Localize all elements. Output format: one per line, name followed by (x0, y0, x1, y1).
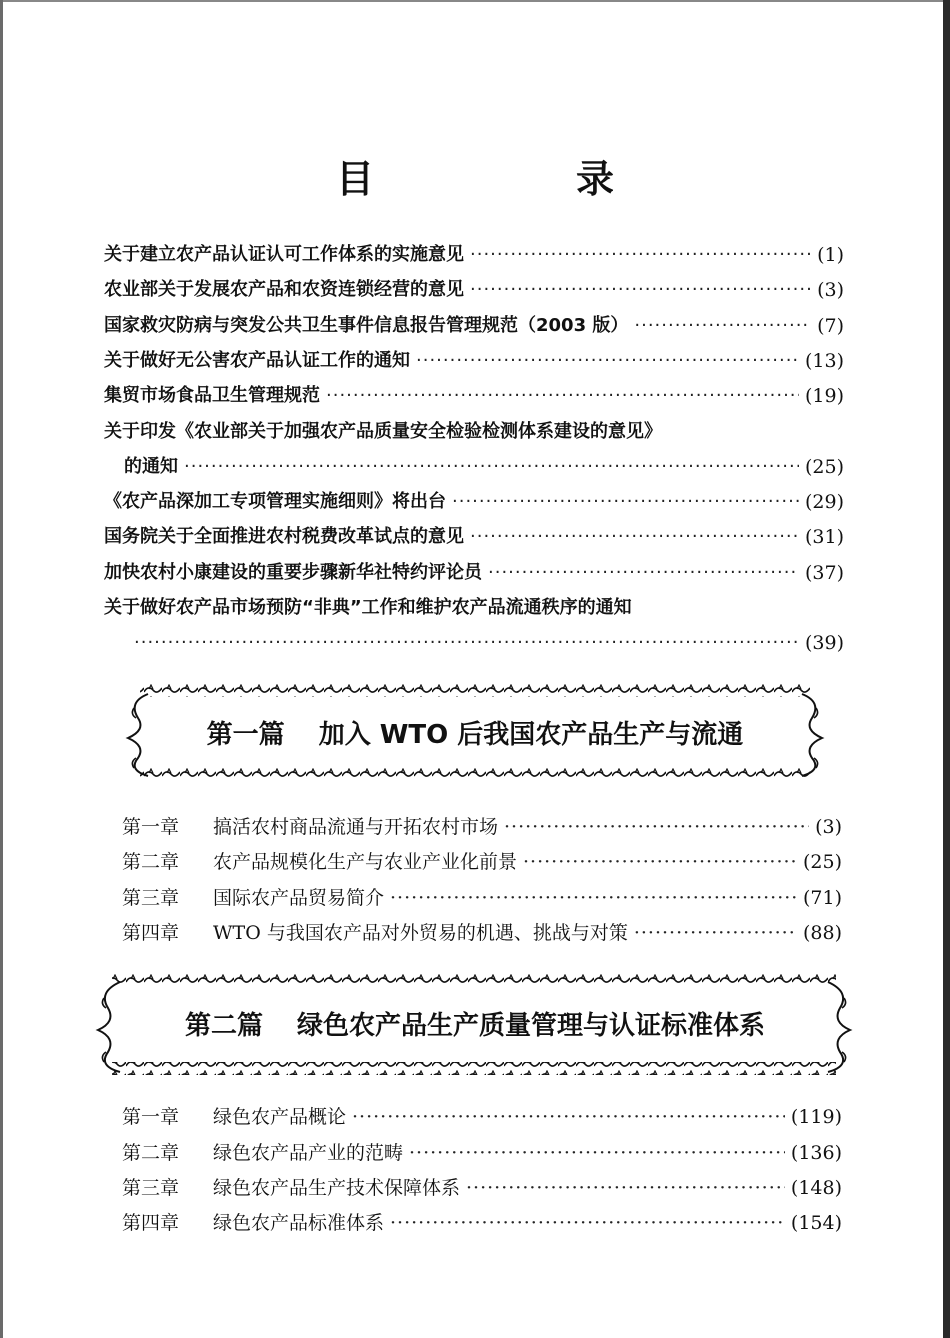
chapter-number: 第三章 (122, 887, 180, 909)
toc-entry-title: 农业部关于发展农产品和农资连锁经营的意见 (104, 279, 464, 300)
chapter-entry[interactable] (122, 1208, 842, 1238)
leader-dots (466, 1173, 785, 1203)
toc-entry[interactable] (104, 522, 844, 552)
chapter-title: 农产品规模化生产与农业产业化前景 (213, 851, 518, 873)
chapter-number: 第四章 (122, 1212, 180, 1234)
toc-entry-title-continued: 的通知 (124, 456, 178, 477)
part-title: 绿色农产品生产质量管理与认证标准体系 (297, 1011, 766, 1041)
chapter-title: 绿色农产品标准体系 (213, 1212, 385, 1234)
toc-entry-title: 国家救灾防病与突发公共卫生事件信息报告管理规范（2003 版） (104, 315, 629, 336)
toc-entry-continuation[interactable] (134, 628, 844, 658)
chapter-page: (25) (802, 851, 842, 873)
chapter-page: (88) (802, 922, 842, 944)
chapter-entry[interactable] (122, 1102, 842, 1132)
chapter-page: (148) (790, 1177, 842, 1199)
toc-entry-continuation[interactable] (124, 452, 844, 482)
chapter-title: 搞活农村商品流通与开拓农村市场 (213, 816, 499, 838)
chapter-title: 绿色农产品概论 (213, 1106, 347, 1128)
leader-dots (488, 558, 799, 588)
toc-entry-multiline[interactable] (104, 593, 844, 623)
leader-dots (470, 522, 799, 552)
scan-edge-top (0, 0, 950, 2)
leader-dots (184, 452, 799, 482)
chapter-entry[interactable] (122, 1173, 842, 1203)
toc-entry[interactable] (104, 275, 844, 305)
chapter-page: (136) (790, 1142, 842, 1164)
leader-dots (523, 847, 797, 877)
toc-entry[interactable] (104, 381, 844, 411)
leader-dots (470, 275, 811, 305)
toc-entry-title: 关于建立农产品认证认可工作体系的实施意见 (104, 244, 464, 265)
leader-dots (504, 812, 809, 842)
chapter-page: (71) (802, 887, 842, 909)
chapter-entry[interactable] (122, 1138, 842, 1168)
leader-dots (634, 311, 811, 341)
toc-entry-title: 关于印发《农业部关于加强农产品质量安全检验检测体系建设的意见》 (104, 421, 662, 442)
leader-dots (390, 1208, 785, 1238)
toc-entry[interactable] (104, 240, 844, 270)
part-banner (0, 962, 950, 1086)
chapter-page: (154) (790, 1212, 842, 1234)
chapter-title: WTO 与我国农产品对外贸易的机遇、挑战与对策 (213, 922, 628, 944)
toc-entry-page: (1) (817, 244, 844, 266)
chapter-title: 绿色农产品产业的范畴 (213, 1142, 404, 1164)
toc-entry-page: (29) (804, 491, 844, 513)
toc-entry-page: (3) (817, 279, 844, 301)
chapter-page: (119) (790, 1106, 842, 1128)
leader-dots (416, 346, 799, 376)
leader-dots (326, 381, 799, 411)
toc-entry[interactable] (104, 311, 844, 341)
leader-dots (452, 487, 799, 517)
chapter-number: 第二章 (122, 1142, 180, 1164)
part-heading (0, 717, 950, 753)
toc-entry[interactable] (104, 558, 844, 588)
chapter-number: 第三章 (122, 1177, 180, 1199)
leader-dots (470, 240, 811, 270)
chapter-title: 国际农产品贸易简介 (213, 887, 385, 909)
toc-entry-page: (37) (804, 562, 844, 584)
page-title: 目 录 (335, 157, 696, 201)
toc-entry-title: 国务院关于全面推进农村税费改革试点的意见 (104, 526, 464, 547)
part-banner (0, 672, 950, 792)
chapter-page: (3) (815, 816, 842, 838)
toc-entry-title: 加快农村小康建设的重要步骤新华社特约评论员 (104, 562, 482, 583)
toc-entry[interactable] (104, 346, 844, 376)
part-title: 加入 WTO 后我国农产品生产与流通 (318, 720, 744, 750)
part-heading (0, 1008, 950, 1044)
toc-entry-page: (13) (804, 350, 844, 372)
chapter-number: 第一章 (122, 816, 180, 838)
toc-entry[interactable] (104, 487, 844, 517)
part-label: 第一篇 (206, 720, 285, 750)
leader-dots (634, 918, 797, 948)
chapter-number: 第一章 (122, 1106, 180, 1128)
leader-dots (134, 628, 799, 658)
chapter-number: 第四章 (122, 922, 180, 944)
toc-entry-page: (39) (804, 632, 844, 654)
chapter-entry[interactable] (122, 847, 842, 877)
chapter-title: 绿色农产品生产技术保障体系 (213, 1177, 461, 1199)
leader-dots (352, 1102, 785, 1132)
toc-entry-title: 《农产品深加工专项管理实施细则》将出台 (104, 491, 446, 512)
chapter-number: 第二章 (122, 851, 180, 873)
toc-entry-page: (19) (804, 385, 844, 407)
leader-dots (409, 1138, 785, 1168)
toc-entry-title: 集贸市场食品卫生管理规范 (104, 385, 320, 406)
toc-entry-page: (7) (817, 315, 844, 337)
toc-entry-page: (31) (804, 526, 844, 548)
part-label: 第二篇 (184, 1011, 263, 1041)
leader-dots (390, 883, 797, 913)
toc-entry-multiline[interactable] (104, 417, 844, 447)
chapter-entry[interactable] (122, 812, 842, 842)
chapter-entry[interactable] (122, 883, 842, 913)
chapter-entry[interactable] (122, 918, 842, 948)
toc-entry-page: (25) (804, 456, 844, 478)
toc-entry-title: 关于做好农产品市场预防“非典”工作和维护农产品流通秩序的通知 (104, 597, 632, 618)
toc-entry-title: 关于做好无公害农产品认证工作的通知 (104, 350, 410, 371)
